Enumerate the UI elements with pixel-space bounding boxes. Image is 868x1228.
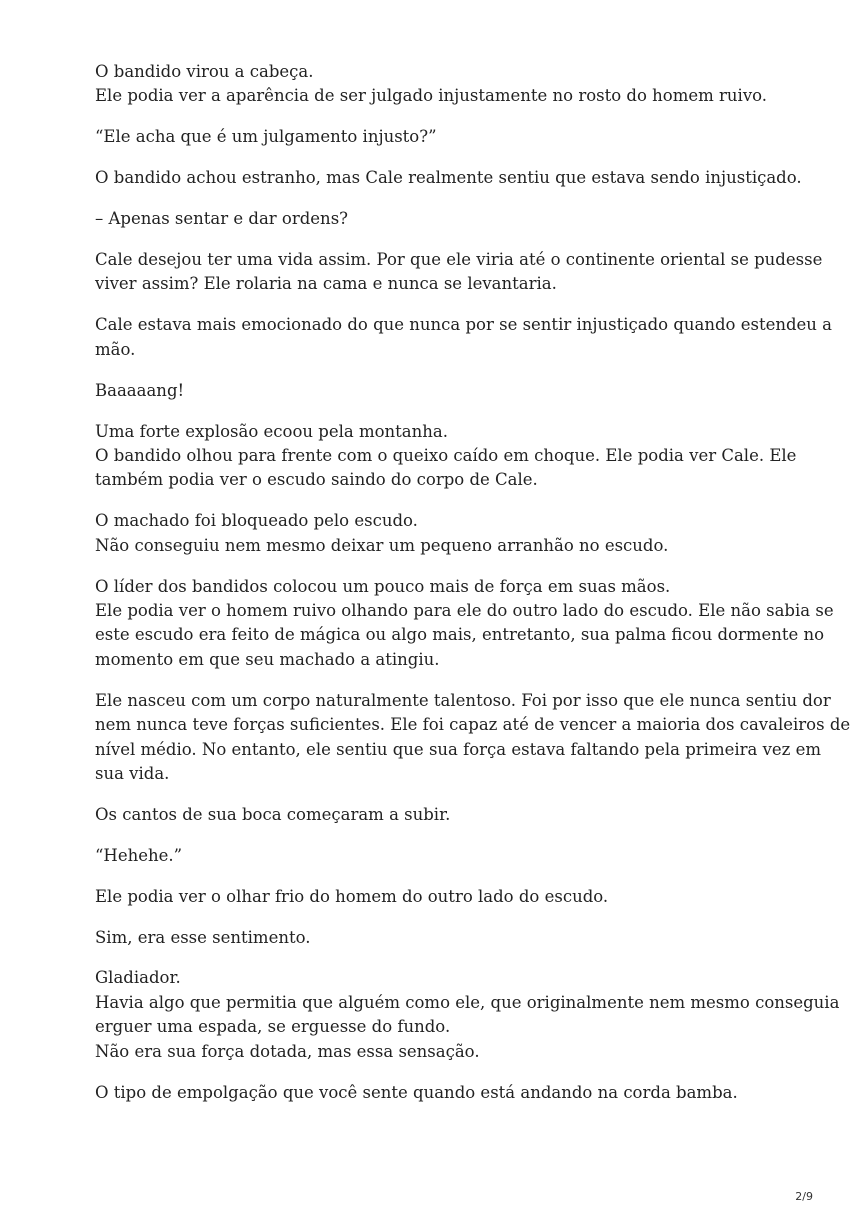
text-line: O machado foi bloqueado pelo escudo. xyxy=(95,511,418,531)
text-line: Ele nasceu com um corpo naturalmente talentoso. Foi por isso que ele nunca sentiu dor xyxy=(95,690,831,710)
paragraph xyxy=(95,575,834,673)
text-line: Sim, era esse sentimento. xyxy=(95,927,311,947)
paragraph xyxy=(95,844,795,868)
text-line: O tipo de empolgação que você sente quando está andando na corda bamba. xyxy=(95,1082,738,1102)
text-line: Ele podia ver a aparência de ser julgado injustamente no rosto do homem ruivo. xyxy=(95,86,768,106)
text-line: – Apenas sentar e dar ordens? xyxy=(95,209,349,229)
text-line: Não era sua força dotada, mas essa sensação. xyxy=(95,1041,480,1061)
text-line: Baaaaang! xyxy=(95,380,185,400)
paragraph xyxy=(95,509,795,558)
text-line: O bandido virou a cabeça. xyxy=(95,62,314,81)
text-line: Ele podia ver o homem ruivo olhando para ele do outro lado do escudo. Ele não sabia se xyxy=(95,601,834,620)
paragraph xyxy=(95,60,795,109)
text-line: erguer uma espada, se erguesse do fundo. xyxy=(95,1017,451,1037)
paragraph xyxy=(95,125,795,149)
text-line: Os cantos de sua boca começaram a subir. xyxy=(95,804,451,824)
paragraph xyxy=(95,313,832,362)
paragraph xyxy=(95,926,795,950)
text-line: O bandido achou estranho, mas Cale realmente sentiu que estava sendo injustiçado. xyxy=(95,168,802,188)
paragraph xyxy=(95,166,802,190)
paragraph xyxy=(95,1081,795,1105)
paragraph xyxy=(95,379,795,403)
text-line: Uma forte explosão ecoou pela montanha. xyxy=(95,421,448,441)
text-line: “Hehehe.” xyxy=(95,845,183,865)
document-body xyxy=(95,60,851,1122)
paragraph xyxy=(95,885,795,909)
paragraph xyxy=(95,207,795,231)
text-line: O bandido olhou para frente com o queixo caído em choque. Ele podia ver Cale. Ele xyxy=(95,445,797,465)
paragraph xyxy=(95,248,823,297)
text-line: este escudo era feito de mágica ou algo mais, entretanto, sua palma ficou dormente no xyxy=(95,625,825,645)
paragraph xyxy=(95,689,851,787)
text-line: “Ele acha que é um julgamento injusto?” xyxy=(95,127,437,147)
text-line: nem nunca teve forças suficientes. Ele foi capaz até de vencer a maioria dos cavaleiros de xyxy=(95,715,851,735)
text-line: Havia algo que permitia que alguém como ele, que originalmente nem mesmo conseguia xyxy=(95,992,840,1012)
paragraph xyxy=(95,966,840,1064)
text-line: viver assim? Ele rolaria na cama e nunca se levantaria. xyxy=(95,274,557,294)
text-line: sua vida. xyxy=(95,763,170,783)
text-line: mão. xyxy=(95,339,136,359)
text-line: Cale desejou ter uma vida assim. Por que ele viria até o continente oriental se pudesse xyxy=(95,250,823,270)
text-line: nível médio. No entanto, ele sentiu que sua força estava faltando pela primeira vez em xyxy=(95,739,822,759)
text-line: Ele podia ver o olhar frio do homem do outro lado do escudo. xyxy=(95,886,609,906)
text-line: também podia ver o escudo saindo do corpo de Cale. xyxy=(95,470,538,490)
text-line: Gladiador. xyxy=(95,968,181,988)
text-line: momento em que seu machado a atingiu. xyxy=(95,649,440,669)
text-line: Não conseguiu nem mesmo deixar um pequeno arranhão no escudo. xyxy=(95,535,669,555)
page-number: 2/9 xyxy=(795,1190,813,1203)
paragraph xyxy=(95,420,795,493)
text-line: O líder dos bandidos colocou um pouco mais de força em suas mãos. xyxy=(95,576,671,596)
paragraph xyxy=(95,803,795,827)
text-line: Cale estava mais emocionado do que nunca por se sentir injustiçado quando estendeu a xyxy=(95,315,832,335)
